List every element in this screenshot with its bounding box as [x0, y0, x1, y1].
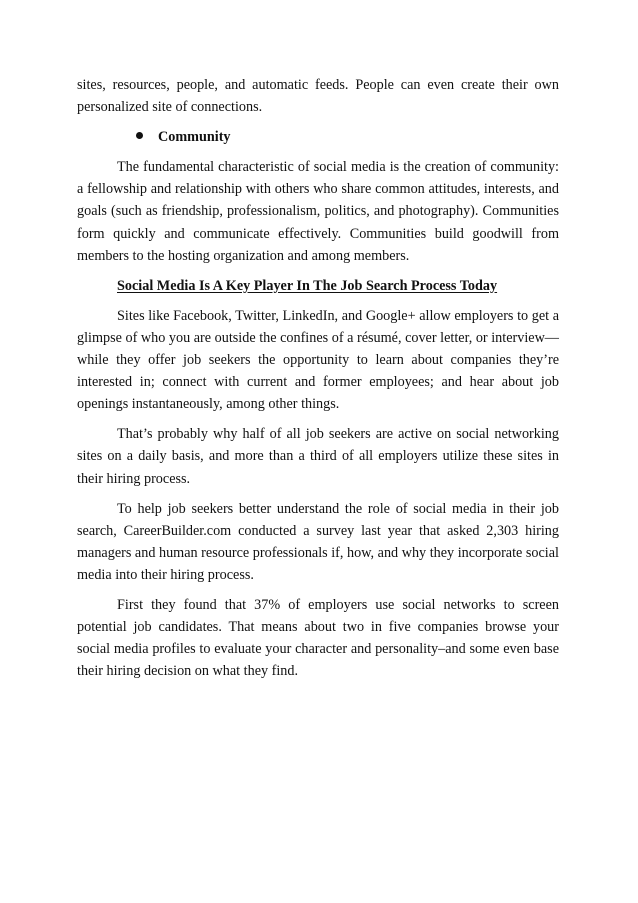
body-paragraph-1: Sites like Facebook, Twitter, LinkedIn, and Google+ allow employers to get a glimpse of who you are outside the confines of a résumé, cover letter, or interview—while they offer job seekers the opportunity to learn about companies they’re interested in; connect with current and former employees; and hear about job openings instantaneously, among other things.: [77, 307, 559, 413]
document-page: [77, 74, 559, 690]
section-heading: Social Media Is A Key Player In The Job Search Process Today: [117, 277, 498, 294]
intro-paragraph: sites, resources, people, and automatic feeds. People can even create their own personalized site of connections.: [77, 77, 559, 116]
body-paragraph-4: First they found that 37% of employers use social networks to screen potential job candidates. That means about two in five companies browse your social media profiles to evaluate your character and personality–and some even base their hiring decision on what they find.: [77, 596, 559, 680]
bullet-icon: [136, 132, 143, 139]
community-paragraph: The fundamental characteristic of social media is the creation of community: a fellowship and relationship with others who share common attitudes, interests, and goals (such as friendship, professionalism, politics, and photography). Communities form quickly and communicate effectively. Communities build goodwill from members to the hosting organization and among members.: [77, 159, 559, 264]
bullet-item-community: [77, 126, 559, 148]
body-paragraph-2: That’s probably why half of all job seekers are active on social networking sites on a daily basis, and more than a third of all employers utilize these sites in their hiring process.: [77, 426, 559, 487]
bullet-label: Community: [158, 129, 231, 146]
body-paragraph-3: To help job seekers better understand the role of social media in their job search, CareerBuilder.com conducted a survey last year that asked 2,303 hiring managers and human resource professionals if, how, and why they incorporate social media into their hiring process.: [77, 500, 559, 583]
